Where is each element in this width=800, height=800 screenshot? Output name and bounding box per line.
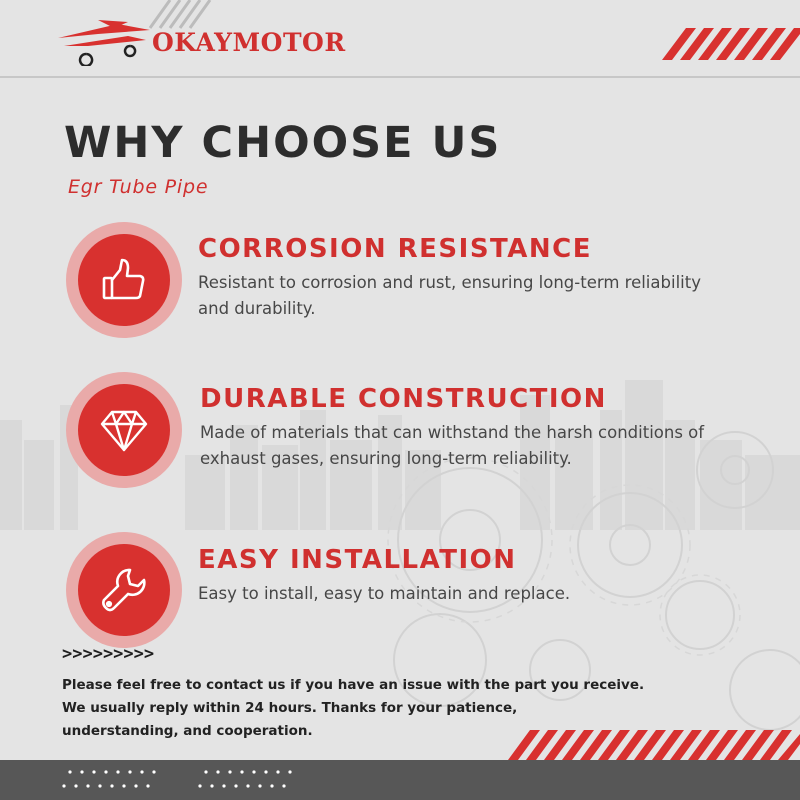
footer-bar <box>0 760 800 800</box>
contact-text: Please feel free to contact us if you have an issue with the part you receive. We usually reply within 24 hours. Thanks for your patience, understanding, and cooperation. <box>62 677 645 739</box>
feature-title: DURABLE CONSTRUCTION <box>200 384 607 414</box>
thumbs-up-icon <box>100 256 148 304</box>
footer-dots <box>0 760 800 800</box>
diamond-icon <box>100 406 148 454</box>
feature-badge <box>66 372 182 488</box>
feature-description: Made of materials that can withstand the harsh conditions of exhaust gases, ensuring long-term reliability. <box>200 423 705 468</box>
brand-name: OKAYMOTOR <box>152 28 346 57</box>
page-subtitle: Egr Tube Pipe <box>68 176 209 198</box>
header <box>0 0 800 80</box>
race-car-logo-icon <box>58 16 150 66</box>
arrows-decoration: >>>>>>>>> <box>62 644 155 664</box>
feature-title: CORROSION RESISTANCE <box>198 234 592 264</box>
feature-title: EASY INSTALLATION <box>198 545 517 575</box>
bottom-stripes <box>500 730 800 760</box>
feature-badge <box>66 532 182 648</box>
feature-badge <box>66 222 182 338</box>
feature-description: Resistant to corrosion and rust, ensuring long-term reliability and durability. <box>198 273 701 318</box>
wrench-icon <box>100 566 148 614</box>
feature-description: Easy to install, easy to maintain and replace. <box>198 584 571 603</box>
page-title: WHY CHOOSE US <box>64 118 502 168</box>
